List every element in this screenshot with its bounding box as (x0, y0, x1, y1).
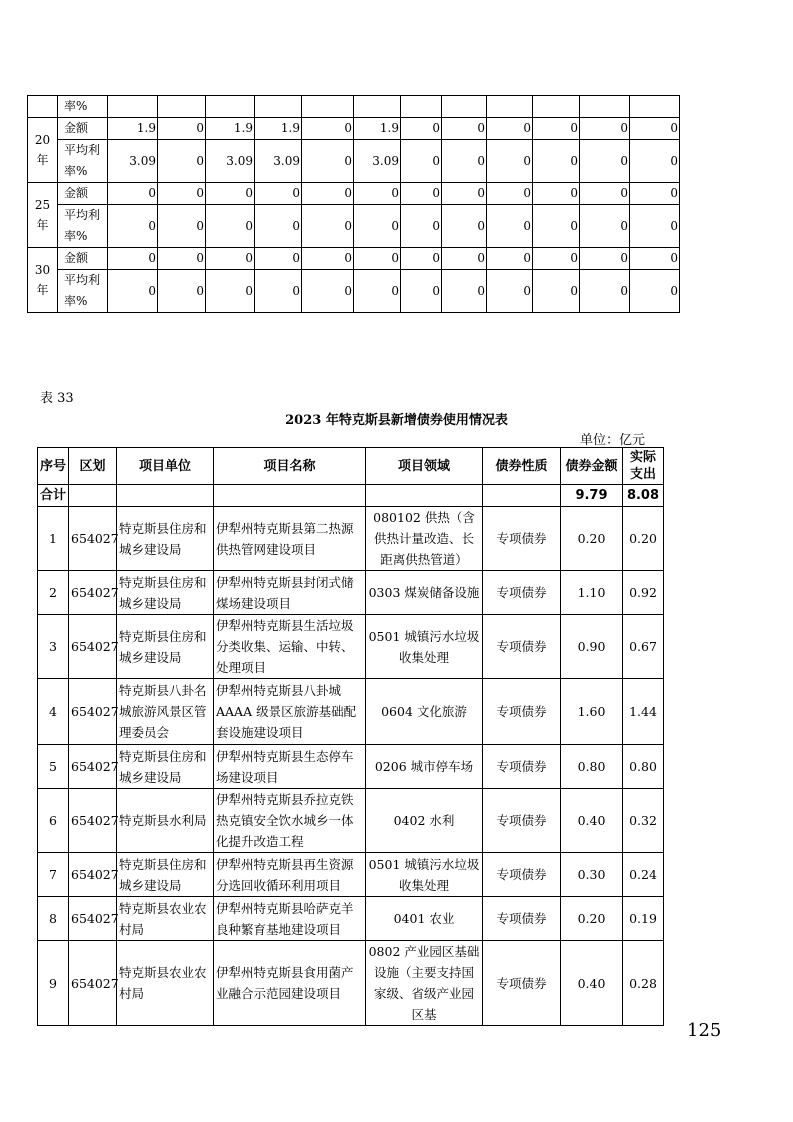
region-code: 654027 (69, 853, 117, 897)
cell-value: 0 (302, 140, 354, 183)
cell-value: 0 (580, 248, 630, 270)
row-number: 1 (38, 507, 69, 571)
total-row (38, 485, 664, 507)
cell-value: 1.9 (206, 118, 255, 140)
region-code: 654027 (69, 615, 117, 679)
cell-value: 0 (158, 183, 206, 205)
cell-value: 0 (401, 248, 442, 270)
cell-value: 0 (630, 183, 680, 205)
project-unit: 特克斯县住房和城乡建设局 (117, 745, 214, 789)
project-name: 伊犁州特克斯县再生资源分选回收循环利用项目 (214, 853, 366, 897)
cell-value: 0 (533, 140, 580, 183)
total-actual: 8.08 (623, 485, 664, 507)
project-unit: 特克斯县水利局 (117, 789, 214, 853)
cell-value: 0 (630, 118, 680, 140)
project-unit: 特克斯县住房和城乡建设局 (117, 571, 214, 615)
region-code: 654027 (69, 507, 117, 571)
project-field: 0802 产业园区基础设施（主要支持国家级、省级产业园区基 (366, 941, 483, 1026)
region-code: 654027 (69, 571, 117, 615)
cell-value: 0 (533, 205, 580, 248)
bond-type: 专项债券 (483, 615, 561, 679)
table-row (28, 205, 680, 248)
column-header: 项目领域 (366, 448, 483, 485)
actual-spend: 0.19 (623, 897, 664, 941)
table-row (38, 615, 664, 679)
bond-type: 专项债券 (483, 679, 561, 745)
cell-value: 0 (487, 140, 533, 183)
table-row (38, 897, 664, 941)
cell-value: 0 (158, 205, 206, 248)
cell-value: 0 (255, 248, 302, 270)
unit-label: 单位：亿元 (580, 433, 646, 448)
region-code: 654027 (69, 897, 117, 941)
column-header: 债券金额 (561, 448, 623, 485)
cell-value: 0 (158, 248, 206, 270)
cell-value: 0 (302, 270, 354, 313)
row-label: 平均利 率% (58, 270, 108, 313)
cell-value: 0 (206, 183, 255, 205)
column-header: 实际 支出 (623, 448, 664, 485)
actual-spend: 0.24 (623, 853, 664, 897)
bond-type: 专项债券 (483, 941, 561, 1026)
cell-value: 0 (487, 270, 533, 313)
cell-value: 0 (255, 205, 302, 248)
project-field: 0401 农业 (366, 897, 483, 941)
bond-type: 专项债券 (483, 853, 561, 897)
cell-value: 0 (487, 183, 533, 205)
cell-value: 3.09 (255, 140, 302, 183)
project-name: 伊犁州特克斯县哈萨克羊良种繁育基地建设项目 (214, 897, 366, 941)
bond-amount: 0.90 (561, 615, 623, 679)
table-title: 2023 年特克斯县新增债券使用情况表 (285, 413, 508, 428)
cell-value: 0 (630, 248, 680, 270)
cell-value: 0 (442, 248, 487, 270)
region-code: 654027 (69, 941, 117, 1026)
bond-amount: 1.10 (561, 571, 623, 615)
cell-value: 0 (442, 118, 487, 140)
row-label: 平均利 率% (58, 205, 108, 248)
table-row (38, 789, 664, 853)
cell-value: 0 (401, 140, 442, 183)
bond-amount: 0.20 (561, 897, 623, 941)
row-number: 4 (38, 679, 69, 745)
row-label: 金额 (58, 118, 108, 140)
cell-value: 3.09 (206, 140, 255, 183)
bond-amount: 1.60 (561, 679, 623, 745)
cell-value: 0 (206, 270, 255, 313)
project-unit: 特克斯县农业农村局 (117, 941, 214, 1026)
cell-value: 0 (354, 183, 401, 205)
project-field: 0501 城镇污水垃圾收集处理 (366, 853, 483, 897)
page-number: 125 (687, 1020, 722, 1041)
year-label: 30 年 (28, 248, 58, 313)
bond-type: 专项债券 (483, 745, 561, 789)
actual-spend: 0.28 (623, 941, 664, 1026)
cell-value: 0 (206, 205, 255, 248)
year-label: 20 年 (28, 118, 58, 183)
project-unit: 特克斯县农业农村局 (117, 897, 214, 941)
row-number: 3 (38, 615, 69, 679)
cell-value: 0 (108, 183, 158, 205)
cell-value: 0 (533, 183, 580, 205)
cell-value: 0 (630, 140, 680, 183)
cell-value: 0 (108, 270, 158, 313)
cell-value: 1.9 (354, 118, 401, 140)
rate-breakdown-table (27, 95, 680, 313)
cell-value: 0 (302, 205, 354, 248)
bond-type: 专项债券 (483, 897, 561, 941)
project-unit: 特克斯县住房和城乡建设局 (117, 853, 214, 897)
project-field: 0501 城镇污水垃圾收集处理 (366, 615, 483, 679)
cell-value: 0 (580, 118, 630, 140)
project-name: 伊犁州特克斯县乔拉克铁热克镇安全饮水城乡一体化提升改造工程 (214, 789, 366, 853)
table-row (28, 248, 680, 270)
cell-value: 0 (158, 270, 206, 313)
cell-value: 0 (442, 205, 487, 248)
row-number: 8 (38, 897, 69, 941)
total-amount: 9.79 (561, 485, 623, 507)
cell-value: 0 (487, 118, 533, 140)
cell-value: 0 (630, 270, 680, 313)
cell-value: 0 (302, 183, 354, 205)
cell-value: 0 (580, 205, 630, 248)
table-row (38, 745, 664, 789)
cell-value: 0 (533, 270, 580, 313)
cell-value: 0 (401, 205, 442, 248)
cell-value: 0 (354, 248, 401, 270)
table-row (38, 571, 664, 615)
cell-value: 0 (442, 270, 487, 313)
cell-value: 3.09 (354, 140, 401, 183)
project-name: 伊犁州特克斯县食用菌产业融合示范园建设项目 (214, 941, 366, 1026)
project-field: 080102 供热（含供热计量改造、长距离供热管道） (366, 507, 483, 571)
cell-value: 0 (158, 140, 206, 183)
row-number: 6 (38, 789, 69, 853)
cell-value: 1.9 (255, 118, 302, 140)
bond-amount: 0.20 (561, 507, 623, 571)
cell-value: 0 (401, 183, 442, 205)
project-unit: 特克斯县八卦名城旅游风景区管理委员会 (117, 679, 214, 745)
project-name: 伊犁州特克斯县生态停车场建设项目 (214, 745, 366, 789)
cell-value: 0 (442, 140, 487, 183)
bond-amount: 0.30 (561, 853, 623, 897)
cell-value: 1.9 (108, 118, 158, 140)
table-row (38, 941, 664, 1026)
column-header: 区划 (69, 448, 117, 485)
year-label: 25 年 (28, 183, 58, 248)
actual-spend: 0.67 (623, 615, 664, 679)
row-number: 9 (38, 941, 69, 1026)
project-name: 伊犁州特克斯县八卦城 AAAA 级景区旅游基础配套设施建设项目 (214, 679, 366, 745)
project-name: 伊犁州特克斯县封闭式储煤场建设项目 (214, 571, 366, 615)
row-label: 率% (58, 96, 108, 118)
cell-value: 0 (580, 140, 630, 183)
cell-value: 0 (580, 270, 630, 313)
cell-value: 0 (401, 118, 442, 140)
column-header: 项目单位 (117, 448, 214, 485)
cell-value: 0 (158, 118, 206, 140)
cell-value: 0 (580, 183, 630, 205)
column-header: 债券性质 (483, 448, 561, 485)
project-name: 伊犁州特克斯县第二热源供热管网建设项目 (214, 507, 366, 571)
cell-value: 3.09 (108, 140, 158, 183)
actual-spend: 0.92 (623, 571, 664, 615)
cell-value: 0 (354, 205, 401, 248)
project-field: 0303 煤炭储备设施 (366, 571, 483, 615)
bond-usage-table (37, 447, 664, 1026)
bond-type: 专项债券 (483, 571, 561, 615)
cell-value: 0 (206, 248, 255, 270)
project-name: 伊犁州特克斯县生活垃圾分类收集、运输、中转、处理项目 (214, 615, 366, 679)
partial-row (28, 96, 680, 118)
cell-value: 0 (108, 248, 158, 270)
cell-value: 0 (354, 270, 401, 313)
actual-spend: 1.44 (623, 679, 664, 745)
actual-spend: 0.32 (623, 789, 664, 853)
region-code: 654027 (69, 679, 117, 745)
project-field: 0402 水利 (366, 789, 483, 853)
region-code: 654027 (69, 789, 117, 853)
row-number: 7 (38, 853, 69, 897)
table-row (28, 118, 680, 140)
table-row (38, 853, 664, 897)
actual-spend: 0.80 (623, 745, 664, 789)
row-number: 2 (38, 571, 69, 615)
cell-value: 0 (487, 248, 533, 270)
cell-value: 0 (442, 183, 487, 205)
cell-value: 0 (401, 270, 442, 313)
bond-type: 专项债券 (483, 507, 561, 571)
bond-amount: 0.80 (561, 745, 623, 789)
column-header: 序号 (38, 448, 69, 485)
table-row (28, 270, 680, 313)
cell-value: 0 (108, 205, 158, 248)
table-row (38, 507, 664, 571)
table-row (28, 183, 680, 205)
total-label: 合计 (38, 485, 69, 507)
project-unit: 特克斯县住房和城乡建设局 (117, 507, 214, 571)
region-code: 654027 (69, 745, 117, 789)
actual-spend: 0.20 (623, 507, 664, 571)
cell-value: 0 (302, 118, 354, 140)
table-number: 表 33 (40, 391, 74, 406)
row-number: 5 (38, 745, 69, 789)
bond-amount: 0.40 (561, 789, 623, 853)
cell-value: 0 (302, 248, 354, 270)
project-unit: 特克斯县住房和城乡建设局 (117, 615, 214, 679)
cell-value: 0 (255, 270, 302, 313)
table-row (28, 140, 680, 183)
column-header: 项目名称 (214, 448, 366, 485)
cell-value: 0 (487, 205, 533, 248)
table-row (38, 679, 664, 745)
project-field: 0206 城市停车场 (366, 745, 483, 789)
row-label: 平均利 率% (58, 140, 108, 183)
cell-value: 0 (533, 248, 580, 270)
project-field: 0604 文化旅游 (366, 679, 483, 745)
cell-value: 0 (533, 118, 580, 140)
bond-type: 专项债券 (483, 789, 561, 853)
row-label: 金额 (58, 183, 108, 205)
bond-amount: 0.40 (561, 941, 623, 1026)
row-label: 金额 (58, 248, 108, 270)
cell-value: 0 (255, 183, 302, 205)
header-row (38, 448, 664, 485)
cell-value: 0 (630, 205, 680, 248)
